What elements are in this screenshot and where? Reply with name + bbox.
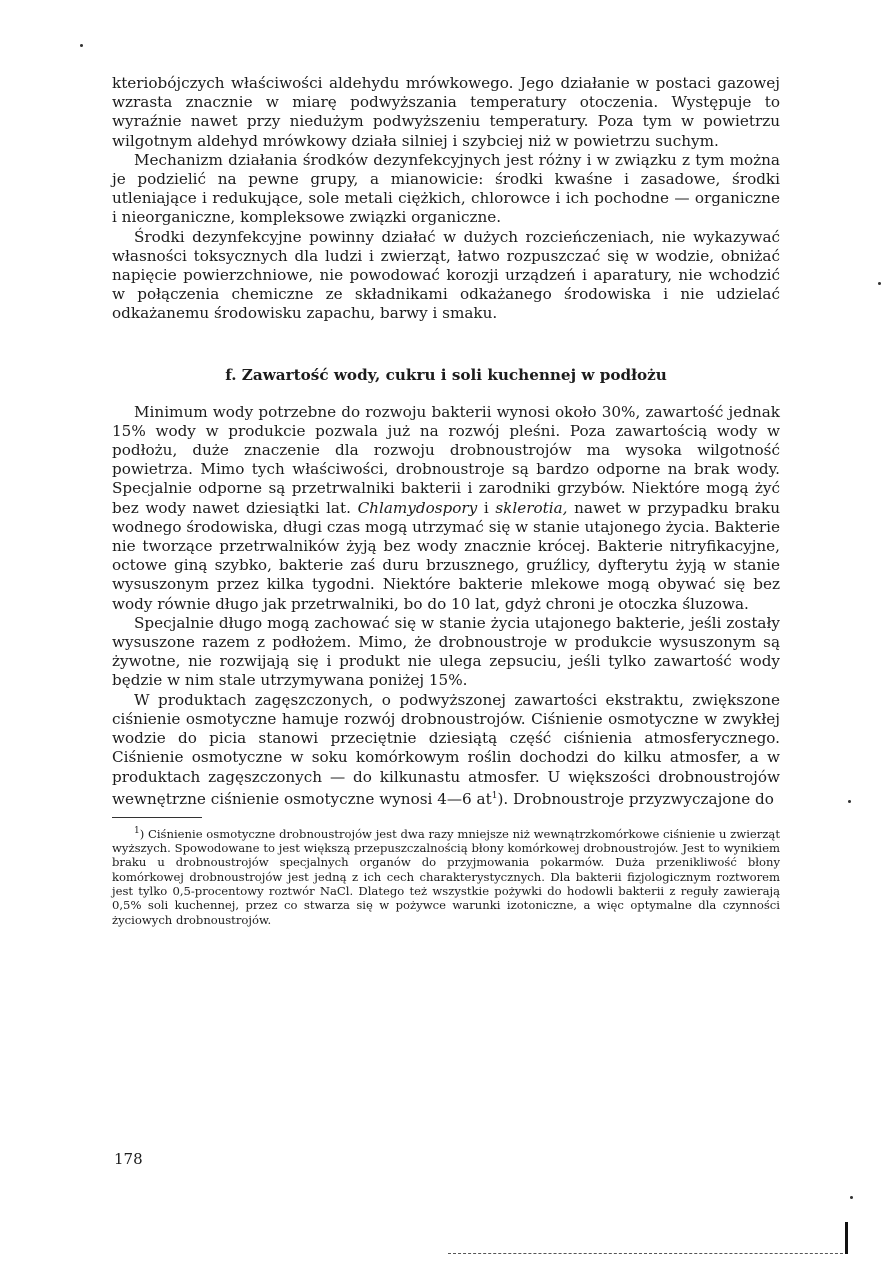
water-text-1: Minimum wody potrzebne do rozwoju bakterii wynosi około 30%, zawartość jednak 15% wody w produkcie pozwala już na rozwój pleśni. Poza zawartością wody w podłożu, duże znaczenie dla rozwoju drobnoustrojów ma wysoka wilgotność powietrza. Mimo tych właściwości, drobnoustroje są bardzo odporne na brak wody. Specjalnie odporne są przetrwalniki bakterii i zarodniki grzybów. Niektóre mogą żyć bez wody nawet dziesiątki lat. xyxy=(112,402,780,517)
scan-speck xyxy=(878,282,881,285)
paragraph-3: Środki dezynfekcyjne powinny działać w dużych rozcieńczeniach, nie wykazywać własności toksycznych dla ludzi i zwierząt, łatwo rozpuszczać się w wodzie, obniżać napięcie powierzchniowe, nie powodować korozji urządzeń i aparatury, nie wchodzić w połączenia chemiczne ze składnikami odkażanego środowiska i nie udzielać odkażanemu środowisku zapachu, barwy i smaku. xyxy=(112,227,780,323)
page-number: 178 xyxy=(114,1150,143,1168)
water-text-2: nawet w przypadku braku wodnego środowiska, długi czas mogą utrzymać się w stanie utajonego życia. Bakterie nie tworzące przetrwalników żyją bez wody znacznie krócej. Bakterie nitryfikacyjne, octowe giną szybko, bakterie zaś duru brzusznego, gruźlicy, dyfterytu żyją w stanie wysuszonym przez kilka tygodni. Niektóre bakterie mlekowe mogą obywać się bez wody równie długo jak przetrwalniki, bo do 10 lat, gdyż chroni je otoczka śluzowa. xyxy=(112,498,781,613)
osmotic-text-b: ). Drobnoustroje przyzwyczajone do xyxy=(497,789,774,808)
footnote-ref: 1 xyxy=(491,790,498,801)
water-italic-1: Chlamydospory xyxy=(357,498,478,517)
footnote-marker: 1 xyxy=(134,825,140,836)
paragraph-2: Mechanizm działania środków dezynfekcyjnych jest różny i w związku z tym można je podzielić na pewne grupy, a mianowicie: środki kwaśne i zasadowe, środki utleniające i redukujące, sole metali ciężkich, chlorowce i ich pochodne — organiczne i nieorganiczne, kompleksowe związki organiczne. xyxy=(112,150,780,227)
page-body xyxy=(112,74,780,927)
footnote-divider xyxy=(112,817,202,818)
section-title: f. Zawartość wody, cukru i soli kuchennej w podłożu xyxy=(225,365,667,384)
water-join: i xyxy=(483,498,489,517)
paragraph-water-2: Specjalnie długo mogą zachować się w stanie życia utajonego bakterie, jeśli zostały wysuszone razem z podłożem. Mimo, że drobnoustroje w produkcie wysuszonym są żywotne, nie rozwijają się i produkt nie ulega zepsuciu, jeśli tylko zawartość wody będzie w nim stale utrzymywana poniżej 15%. xyxy=(112,613,780,690)
scan-speck xyxy=(850,1196,853,1199)
scan-edge-mark xyxy=(845,1222,848,1254)
paragraph-water-1 xyxy=(112,403,780,614)
scan-edge-line xyxy=(448,1253,848,1254)
water-italic-2: sklerotia, xyxy=(495,498,568,517)
footnote-text: ) Ciśnienie osmotyczne drobnoustrojów jest dwa razy mniejsze niż wewnątrzkomórkowe ciśnienie u zwierząt wyższych. Spowodowane to jest większą przepuszczalnością błony komórkowej drobnoustrojów. Jest to wynikiem braku u drobnoustrojów specjalnych organów do przyjmowania pokarmów. Duża przenikliwość błony komórkowej drobnoustrojów jest jedną z ich cech charakterystycznych. Dla bakterii fizjologicznym roztworem jest tylko 0,5-procentowy roztwór NaCl. Dlatego też wszystkie pożywki do hodowli bakterii z reguły zawierają 0,5% soli kuchennej, przez co stwarza się w pożywce warunki izotoniczne, a więc optymalne dla czynności życiowych drobnoustrojów. xyxy=(112,826,780,927)
osmotic-text-a: W produktach zagęszczonych, o podwyższonej zawartości ekstraktu, zwiększone ciśnienie osmotyczne hamuje rozwój drobnoustrojów. Ciśnienie osmotyczne w zwykłej wodzie do picia stanowi przeciętnie dziesiątą część ciśnienia atmosferycznego. Ciśnienie osmotyczne w soku komórkowym roślin dochodzi do kilku atmosfer, a w produktach zagęszczonych — do kilkunastu atmosfer. U większości drobnoustrojów wewnętrzne ciśnienie osmotyczne wynosi 4—6 at xyxy=(112,690,780,808)
footnote xyxy=(112,824,780,927)
scan-speck xyxy=(80,44,83,47)
paragraph-osmotic xyxy=(112,691,780,809)
paragraph-1: kteriobójczych właściwości aldehydu mrówkowego. Jego działanie w postaci gazowej wzrasta znacznie w miarę podwyższania temperatury otoczenia. Występuje to wyraźnie nawet przy niedużym podwyższeniu temperatury. Poza tym w powietrzu wilgotnym aldehyd mrówkowy działa silniej i szybciej niż w powietrzu suchym. xyxy=(112,74,780,150)
scan-speck xyxy=(848,800,851,803)
